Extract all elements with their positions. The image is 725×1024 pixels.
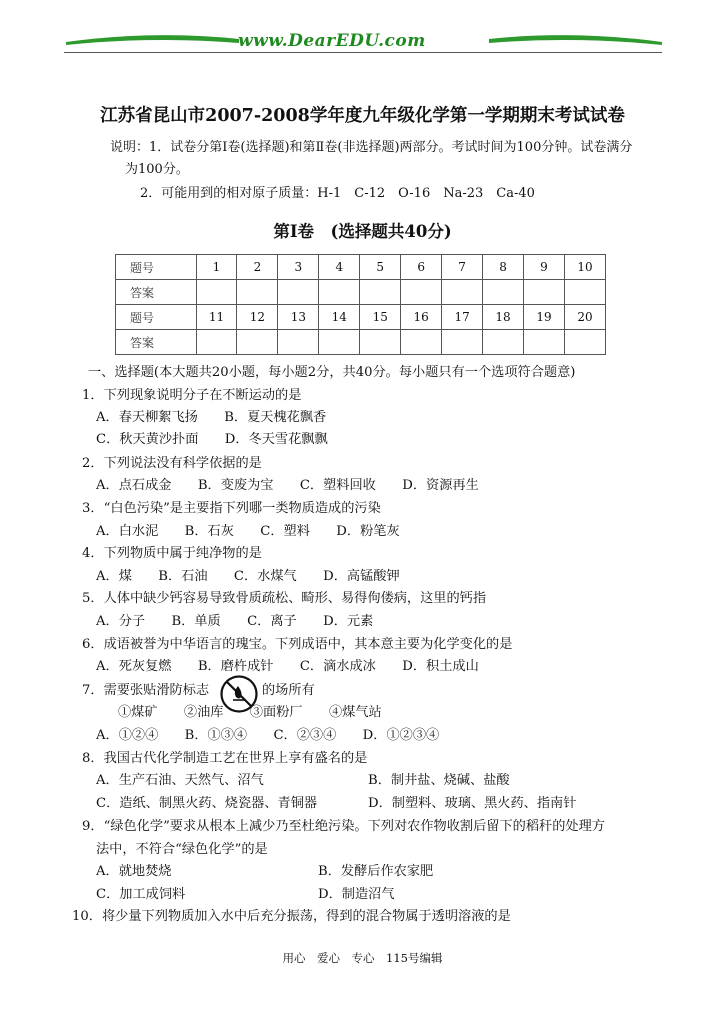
option-d: D．制塑料、玻璃、黑火药、指南针 xyxy=(368,796,577,811)
option-line: A．煤 B．石油 C．水煤气 D．高锰酸钾 xyxy=(96,569,400,584)
row-label: 答案 xyxy=(116,330,197,355)
question-number: 7 xyxy=(442,255,483,280)
question-6: 6．成语被誉为中华语言的瑰宝。下列成语中，其本意主要为化学变化的是 xyxy=(82,637,513,652)
header-rule xyxy=(64,52,662,53)
question-7-cont: 的场所有 xyxy=(262,683,315,698)
question-number: 13 xyxy=(278,305,319,330)
answer-cell[interactable] xyxy=(564,280,605,305)
question-number: 10 xyxy=(564,255,605,280)
option-d: D．制造沼气 xyxy=(318,887,395,902)
question-number: 8 xyxy=(483,255,524,280)
option-c: C．造纸、制黑火药、烧瓷器、青铜器 xyxy=(96,796,318,811)
answer-cell[interactable] xyxy=(401,330,442,355)
answer-cell[interactable] xyxy=(442,330,483,355)
question-number: 3 xyxy=(278,255,319,280)
row-label: 题号 xyxy=(116,255,197,280)
table-row xyxy=(116,305,606,330)
answer-cell[interactable] xyxy=(401,280,442,305)
question-number: 17 xyxy=(442,305,483,330)
question-number: 18 xyxy=(483,305,524,330)
table-row xyxy=(116,255,606,280)
answer-cell[interactable] xyxy=(524,280,565,305)
note-2: 2．可能用到的相对原子质量：H-1 C-12 O-16 Na-23 Ca-40 xyxy=(140,186,535,201)
row-label: 答案 xyxy=(116,280,197,305)
row-label: 题号 xyxy=(116,305,197,330)
answer-cell[interactable] xyxy=(196,330,237,355)
answer-cell[interactable] xyxy=(524,330,565,355)
option-line: ①煤矿 ②油库 ③面粉厂 ④煤气站 xyxy=(118,705,382,720)
question-2: 2．下列说法没有科学依据的是 xyxy=(82,456,262,471)
question-8: 8．我国古代化学制造工艺在世界上享有盛名的是 xyxy=(82,751,368,766)
answer-cell[interactable] xyxy=(319,330,360,355)
question-9: 9．“绿色化学”要求从根本上减少乃至杜绝污染。下列对农作物收割后留下的稻秆的处理方 xyxy=(82,819,605,834)
note-1-cont: 为100分。 xyxy=(125,162,189,177)
page-title: 江苏省昆山市2007-2008学年度九年级化学第一学期期末考试试卷 xyxy=(100,106,625,126)
question-number: 11 xyxy=(196,305,237,330)
option-b: B．制井盐、烧碱、盐酸 xyxy=(368,773,510,788)
table-row xyxy=(116,330,606,355)
option-line: A．分子 B．单质 C．离子 D．元素 xyxy=(96,614,374,629)
option-line: A．白水泥 B．石灰 C．塑料 D．粉笔灰 xyxy=(96,524,400,539)
question-number: 4 xyxy=(319,255,360,280)
option-a: A．就地焚烧 xyxy=(96,864,172,879)
page-footer: 用心 爱心 专心 115号编辑 xyxy=(282,951,443,965)
answer-cell[interactable] xyxy=(319,280,360,305)
question-1: 1．下列现象说明分子在不断运动的是 xyxy=(82,388,302,403)
note-1: 说明：1．试卷分第Ⅰ卷(选择题)和第Ⅱ卷(非选择题)两部分。考试时间为100分钟。试卷满分 xyxy=(110,140,633,155)
question-7: 7．需要张贴滑防标志 xyxy=(82,683,210,698)
option-c: C．加工成饲料 xyxy=(96,887,186,902)
question-number: 12 xyxy=(237,305,278,330)
part-intro: 一、选择题(本大题共20小题，每小题2分，共40分。每小题只有一个选项符合题意) xyxy=(88,365,576,380)
question-3: 3．“白色污染”是主要指下列哪一类物质造成的污染 xyxy=(82,501,381,516)
question-number: 14 xyxy=(319,305,360,330)
option-b: B．发酵后作农家肥 xyxy=(318,864,434,879)
option-line: A．春天柳絮飞扬 B．夏天槐花飘香 xyxy=(96,410,327,425)
site-logo[interactable]: www.DearEDU.com xyxy=(238,31,426,51)
answer-cell[interactable] xyxy=(564,330,605,355)
question-5: 5．人体中缺少钙容易导致骨质疏松、畸形、易得佝偻病，这里的钙指 xyxy=(82,591,487,606)
section-title: 第Ⅰ卷 (选择题共40分) xyxy=(273,222,452,241)
option-line: A．①②④ B．①③④ C．②③④ D．①②③④ xyxy=(96,728,440,743)
option-line: A．点石成金 B．变废为宝 C．塑料回收 D．资源再生 xyxy=(96,478,479,493)
question-number: 9 xyxy=(524,255,565,280)
answer-cell[interactable] xyxy=(237,280,278,305)
answer-cell[interactable] xyxy=(360,280,401,305)
table-row xyxy=(116,280,606,305)
question-number: 6 xyxy=(401,255,442,280)
option-line: C．秋天黄沙扑面 D．冬天雪花飘飘 xyxy=(96,432,328,447)
answer-cell[interactable] xyxy=(278,330,319,355)
answer-cell[interactable] xyxy=(442,280,483,305)
answer-cell[interactable] xyxy=(237,330,278,355)
option-a: A．生产石油、天然气、沼气 xyxy=(96,773,264,788)
question-9-cont: 法中，不符合“绿色化学”的是 xyxy=(96,842,268,857)
answer-cell[interactable] xyxy=(278,280,319,305)
question-number: 19 xyxy=(524,305,565,330)
question-number: 16 xyxy=(401,305,442,330)
answer-cell[interactable] xyxy=(360,330,401,355)
question-4: 4．下列物质中属于纯净物的是 xyxy=(82,546,262,561)
answer-cell[interactable] xyxy=(483,330,524,355)
question-number: 5 xyxy=(360,255,401,280)
answer-cell[interactable] xyxy=(196,280,237,305)
question-number: 15 xyxy=(360,305,401,330)
question-number: 2 xyxy=(237,255,278,280)
answer-cell[interactable] xyxy=(483,280,524,305)
option-line: A．死灰复燃 B．磨杵成针 C．滴水成冰 D．积土成山 xyxy=(96,659,479,674)
question-10: 10．将少量下列物质加入水中后充分振荡，得到的混合物属于透明溶液的是 xyxy=(72,909,511,924)
answer-table xyxy=(115,254,606,355)
question-number: 1 xyxy=(196,255,237,280)
question-number: 20 xyxy=(564,305,605,330)
